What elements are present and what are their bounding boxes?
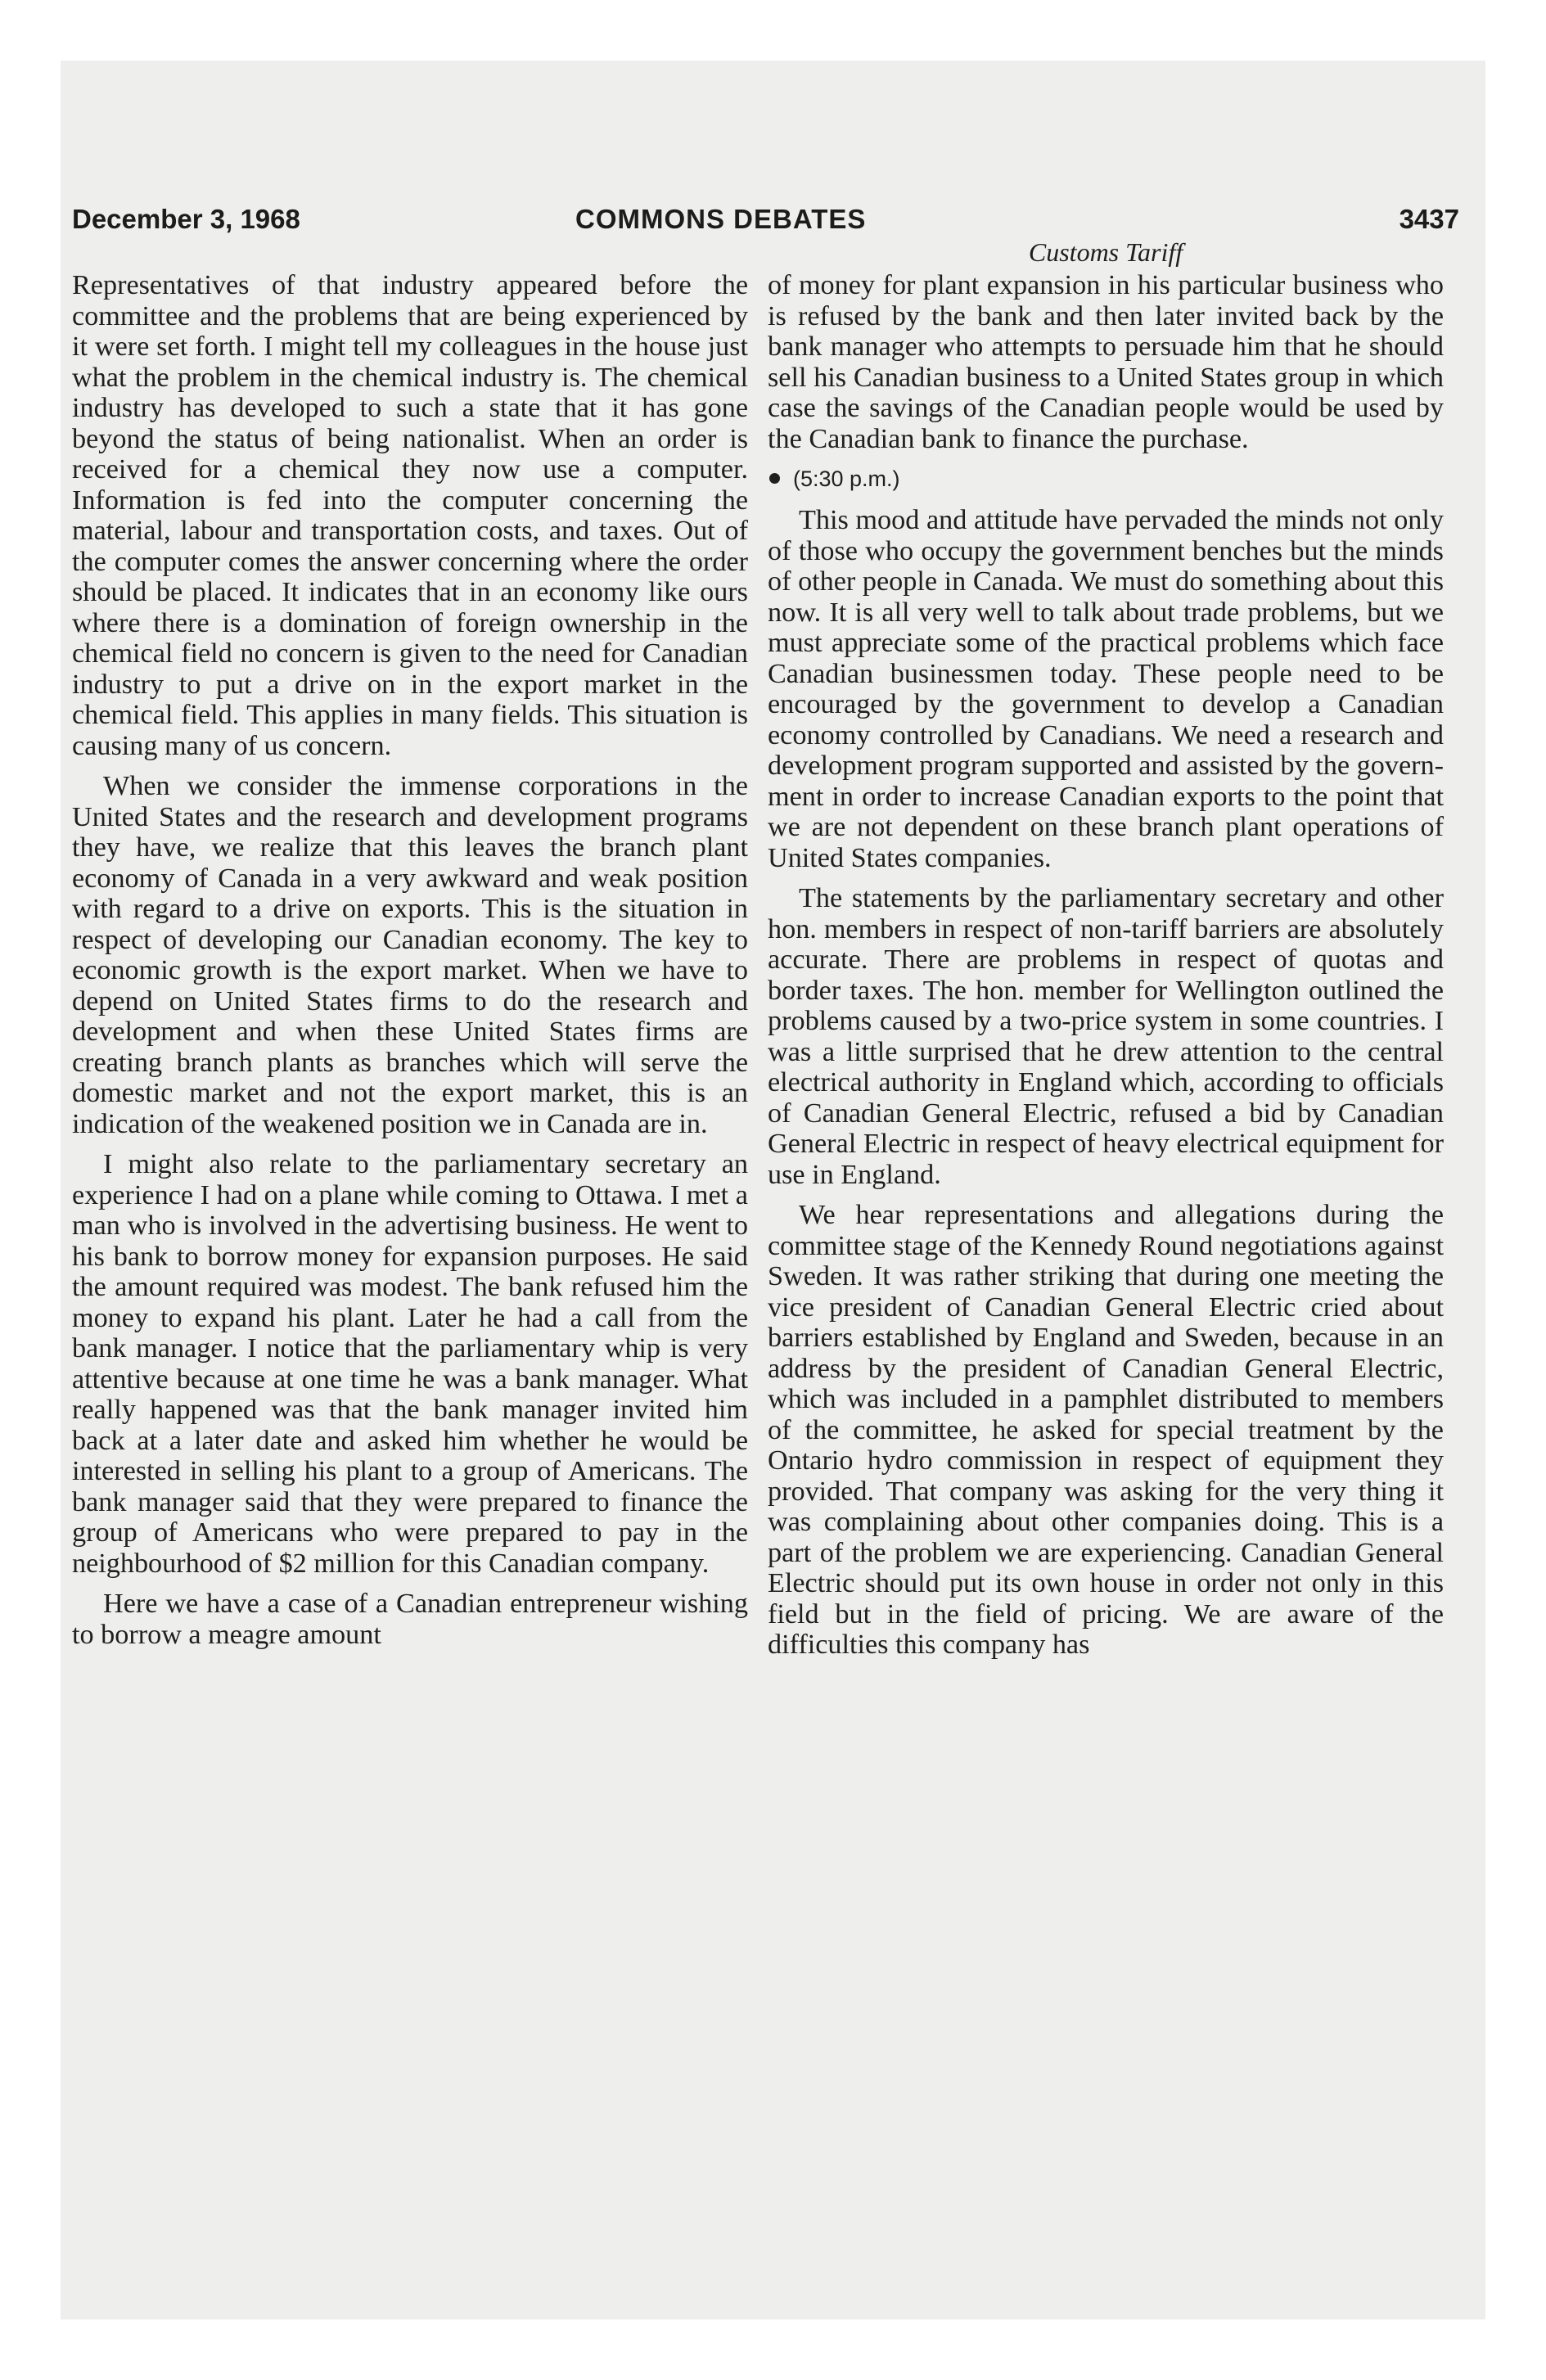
header-page-number: 3437 [1399, 204, 1459, 234]
paragraph: The statements by the parliamentary secretary and other hon. members in respect of non-tariff barriers are absolutely accurate. There are problems in respect of quotas and border taxes. The hon. member for Wellington outlined the problems caused by a two-price system in some countries. I was a little surprised that he drew attention to the central electrical authority in England which, according to officials of Canadian General Electric, refused a bid by Canadian General Electric in respect of heavy electrical equipment for use in England. [768, 883, 1444, 1190]
time-marker [768, 464, 1444, 494]
paragraph: We hear representations and allegations during the committee stage of the Kennedy Round negotiations against Sweden. It was rather striking that during one meeting the vice president of Canadian General Electric cried about barriers established by England and Sweden, because in an address by the president of Canadian General Electric, which was included in a pamphlet distributed to members of the committee, he asked for special treatment by the Ontario hydro commission in respect of equipment they provided. That company was asking for the very thing it was complaining about other companies doing. This is a part of the problem we are experiencing. Canadian General Electric should put its own house in order not only in this field but in the field of pricing. We are aware of the difficulties this company has [768, 1200, 1444, 1660]
right-column [768, 236, 1444, 1670]
header-date: December 3, 1968 [72, 204, 300, 234]
header-title: COMMONS DEBATES [575, 204, 867, 234]
paragraph: When we consider the immense corporations in the United States and the research and development programs they have, we realize that this leaves the branch plant economy of Canada in a very awkward and weak position with regard to a drive on exports. This is the situation in respect of developing our Canadian economy. The key to economic growth is the export market. When we have to depend on United States firms to do the research and development and when these United States firms are creating branch plants as branches which will serve the domestic market and not the export market, this is an indication of the weakened position we in Canada are in. [72, 771, 748, 1139]
left-column [72, 270, 748, 1660]
paragraph: Representatives of that industry appeared before the committee and the problems that are being experienced by it were set forth. I might tell my colleagues in the house just what the problem in the chemical industry is. The chemical industry has developed to such a state that it has gone beyond the status of being nationalist. When an order is received for a chemical they now use a computer. Information is fed into the computer concerning the material, labour and transportation costs, and taxes. Out of the computer comes the answer concerning where the order should be placed. It indicates that in an economy like ours where there is a domination of foreign ownership in the chemical field no concern is given to the need for Canadian industry to put a drive on in the export market in the chemical field. This applies in many fields. This situation is causing many of us concern. [72, 270, 748, 761]
bullet-icon [769, 473, 780, 484]
time-marker-text: (5:30 p.m.) [793, 467, 900, 491]
paragraph: This mood and attitude have pervaded the minds not only of those who occupy the government benches but the minds of other people in Canada. We must do something about this now. It is all very well to talk about trade problems, but we must appreciate some of the practical problems which face Canadian businessmen today. These people need to be encouraged by the government to develop a Canadian economy controlled by Canadians. We need a research and development program supported and assisted by the government in order to increase Canadian exports to the point that we are not dependent on these branch plant operations of United States companies. [768, 505, 1444, 873]
paragraph: I might also relate to the parliamentary secretary an experience I had on a plane while coming to Ottawa. I met a man who is involved in the advertising business. He went to his bank to borrow money for expansion purposes. He said the amount required was modest. The bank refused him the money to expand his plant. Later he had a call from the bank manager. I notice that the parliamentary whip is very attentive because at one time he was a bank manager. What really happened was that the bank manager invited him back at a later date and asked him whether he would be interested in selling his plant to a group of Americans. The bank manager said that they were prepared to finance the group of Americans who were prepared to pay in the neighbourhood of $2 million for this Canadian company. [72, 1149, 748, 1579]
scanned-page [61, 61, 1485, 2319]
paragraph: Here we have a case of a Canadian entrepreneur wishing to borrow a meagre amount [72, 1589, 748, 1650]
paragraph: of money for plant expansion in his particular business who is refused by the bank and then later invited back by the bank manager who attempts to persuade him that he should sell his Canadian business to a United States group in which case the savings of the Canadian people would be used by the Canadian bank to finance the purchase. [768, 270, 1444, 454]
running-head: Customs Tariff [1028, 237, 1183, 267]
